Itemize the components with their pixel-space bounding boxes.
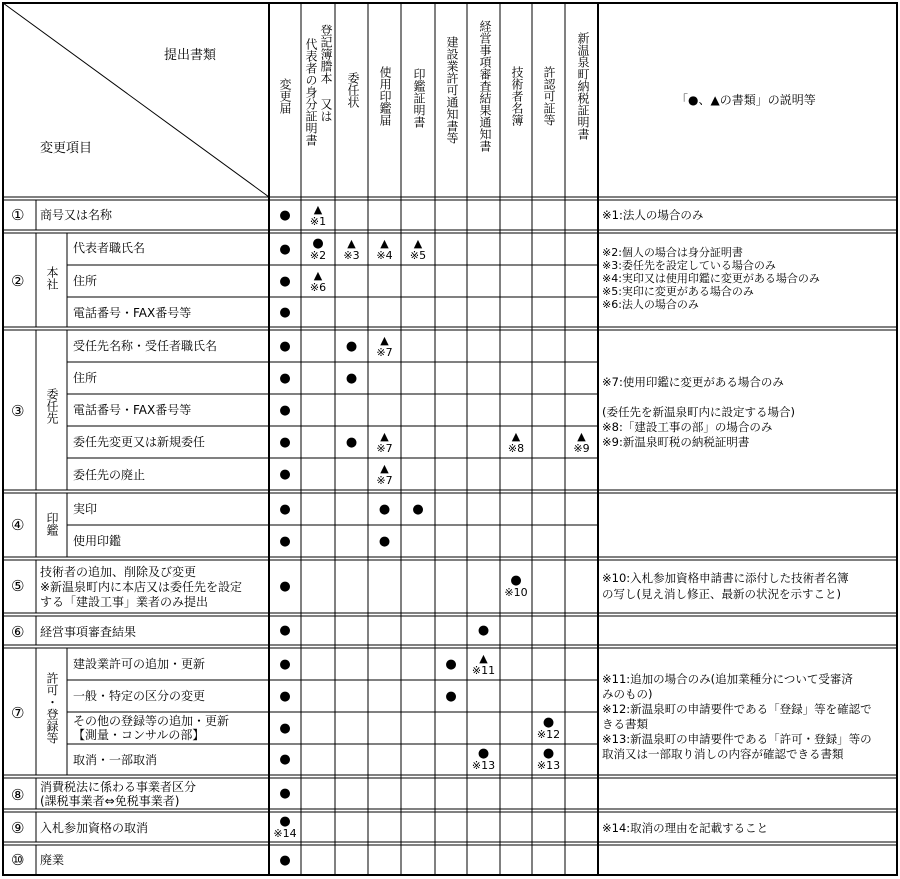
col-header-touki-1: 登記簿謄本 又は <box>319 24 333 122</box>
item-shouhizei-2: (課税事業者⇔免税事業者) <box>40 794 180 808</box>
note-13-line2: 取消又は一部取り消しの内容が確認できる書類 <box>602 747 844 761</box>
mark-circle: ● <box>445 688 457 704</box>
docs-header-label: 提出書類 <box>164 48 217 63</box>
mark-circle: ● ※12 <box>536 714 561 741</box>
group-label-kyoka: 許可・登録等 <box>45 672 59 744</box>
note-11-line2: みのもの) <box>602 687 653 701</box>
mark-circle: ● <box>279 656 291 672</box>
item-gijutsusha-1: 技術者の追加、削除及び変更 <box>40 565 197 579</box>
item-ininsaki-haishi: 委任先の廃止 <box>73 468 146 482</box>
section-no-5: ⑤ <box>11 577 25 595</box>
item-kubun-henkou: 一般・特定の区分の変更 <box>73 689 206 703</box>
mark-circle: ● ※2 <box>309 235 327 262</box>
note-7-sub: (委任先を新温泉町内に設定する場合) <box>602 405 795 419</box>
mark-circle: ● <box>279 402 291 418</box>
section-no-6: ⑥ <box>11 623 25 641</box>
item-kyoka-tsuika: 建設業許可の追加・更新 <box>73 657 206 671</box>
section-no-8: ⑧ <box>11 786 25 804</box>
mark-circle: ● ※13 <box>536 746 561 772</box>
mark-triangle: ▲ ※3 <box>343 236 360 262</box>
mark-circle: ● <box>378 533 391 549</box>
section-no-1: ① <box>11 206 25 224</box>
item-ininsaki-tel: 電話番号・FAX番号等 <box>73 403 192 417</box>
mark-circle: ● <box>279 338 291 354</box>
mark-circle: ● ※14 <box>273 813 297 840</box>
mark-circle: ● <box>279 370 291 386</box>
item-shougou: 商号又は名称 <box>40 208 113 222</box>
section-no-7: ⑦ <box>11 704 25 722</box>
mark-triangle: ▲ ※6 <box>309 268 327 294</box>
col-header-kyoninka: 許認可証等 <box>542 66 556 126</box>
item-keishin: 経営事項審査結果 <box>40 625 137 639</box>
note-12-line2: きる書類 <box>602 717 648 731</box>
item-gijutsusha-3: する「建設工事」業者のみ提出 <box>40 595 209 609</box>
item-haigyou: 廃業 <box>40 853 65 867</box>
mark-circle: ● <box>279 304 291 320</box>
note-10-line1: ※10:入札参加資格申請書に添付した技術者名簿 <box>602 571 849 585</box>
note-8: ※8:「建設工事の部」の場合のみ <box>602 420 773 434</box>
mark-circle: ● ※10 <box>504 573 528 599</box>
item-nyusatsu-torikeshi: 入札参加資格の取消 <box>40 821 149 835</box>
mark-triangle: ▲ ※1 <box>309 202 327 228</box>
item-shiyou-inkan: 使用印鑑 <box>73 534 122 548</box>
item-daihyousha: 代表者職氏名 <box>73 241 146 255</box>
note-6: ※6:法人の場合のみ <box>602 298 699 311</box>
change-items-header-label: 変更項目 <box>40 141 93 156</box>
note-10-line2: の写し(見え消し修正、最新の状況を示すこと) <box>602 587 841 601</box>
mark-circle: ● <box>345 338 358 354</box>
mark-triangle: ▲ ※11 <box>471 651 496 677</box>
mark-circle: ● <box>279 533 291 549</box>
item-honsha-tel: 電話番号・FAX番号等 <box>73 306 192 320</box>
mark-circle: ● <box>279 720 291 736</box>
section-no-10: ⑩ <box>11 851 25 869</box>
mark-triangle: ▲ ※5 <box>409 236 427 262</box>
mark-circle: ● ※13 <box>471 746 496 772</box>
col-header-gijutsusha: 技術者名簿 <box>510 66 524 126</box>
mark-circle: ● <box>279 752 291 767</box>
item-gijutsusha-2: ※新温泉町内に本店又は委任先を設定 <box>40 580 243 594</box>
item-jitsuin: 実印 <box>73 502 98 516</box>
mark-circle: ● <box>279 434 291 450</box>
note-7: ※7:使用印鑑に変更がある場合のみ <box>602 375 784 389</box>
section-no-2: ② <box>11 272 25 290</box>
group-label-inkan: 印鑑 <box>45 512 59 536</box>
col-header-keishin: 経営事項審査結果通知書 <box>478 20 492 152</box>
item-ininsaki-henkou: 委任先変更又は新規委任 <box>73 435 206 449</box>
col-header-ininjou: 委任状 <box>346 72 360 108</box>
document-table <box>2 2 898 876</box>
col-header-henkou: 変更届 <box>278 78 292 114</box>
group-label-ininsaki: 委任先 <box>45 388 59 424</box>
mark-circle: ● <box>279 786 291 801</box>
note-1: ※1:法人の場合のみ <box>602 208 704 222</box>
mark-triangle: ▲ ※7 <box>376 429 393 455</box>
col-header-nouzei: 新温泉町納税証明書 <box>576 32 590 140</box>
mark-circle: ● <box>279 273 291 289</box>
mark-triangle: ▲ ※7 <box>376 333 393 359</box>
item-ininsaki-jusho: 住所 <box>73 371 98 385</box>
note-13-line1: ※13:新温泉町の申請要件である「許可・登録」等の <box>602 732 872 746</box>
mark-triangle: ▲ ※9 <box>573 429 590 455</box>
mark-circle: ● <box>345 370 358 386</box>
note-9: ※9:新温泉町税の納税証明書 <box>602 435 750 449</box>
mark-triangle: ▲ ※4 <box>376 236 393 262</box>
mark-circle: ● <box>345 434 358 450</box>
mark-circle: ● <box>279 241 291 257</box>
mark-circle: ● <box>279 207 291 223</box>
note-5: ※5:実印に変更がある場合のみ <box>602 285 754 298</box>
mark-circle: ● <box>279 466 291 482</box>
section-no-4: ④ <box>11 516 25 534</box>
mark-circle: ● <box>445 656 457 672</box>
group-label-honsha: 本社 <box>45 266 59 290</box>
mark-triangle: ▲ ※8 <box>507 429 525 455</box>
section-no-3: ③ <box>11 402 25 420</box>
col-header-kensetsu-kyoka: 建設業許可通知書等 <box>445 36 459 144</box>
note-11-line1: ※11:追加の場合のみ(追加業種分について受審済 <box>602 672 853 686</box>
explanation-header: 「●、▲の書類」の説明等 <box>676 93 816 107</box>
mark-circle: ● <box>378 501 391 517</box>
note-3: ※3:委任先を設定している場合のみ <box>602 259 776 272</box>
item-torikeshi: 取消・一部取消 <box>73 753 158 767</box>
note-4: ※4:実印又は使用印鑑に変更がある場合のみ <box>602 272 820 285</box>
note-12-line1: ※12:新温泉町の申請要件である「登録」等を確認で <box>602 702 872 716</box>
mark-circle: ● <box>477 623 490 638</box>
col-header-inkan-shoumei: 印鑑証明書 <box>412 68 426 128</box>
col-header-shiyou-inkan: 使用印鑑届 <box>378 66 392 126</box>
item-sonota-2: 【測量・コンサルの部】 <box>73 728 205 742</box>
item-sonota-1: その他の登録等の追加・更新 <box>73 714 230 728</box>
note-14: ※14:取消の理由を記載すること <box>602 821 769 835</box>
mark-circle: ● <box>279 501 291 517</box>
mark-circle: ● <box>279 852 291 868</box>
mark-circle: ● <box>279 579 291 594</box>
item-honsha-jusho: 住所 <box>73 274 98 288</box>
section-no-9: ⑨ <box>11 819 25 837</box>
item-juninsaki-name: 受任先名称・受任者職氏名 <box>73 339 218 353</box>
note-2: ※2:個人の場合は身分証明書 <box>602 246 743 259</box>
mark-triangle: ▲ ※7 <box>376 461 393 487</box>
mark-circle: ● <box>279 688 291 704</box>
mark-circle: ● <box>279 623 291 638</box>
col-header-touki-2: 代表者の身分証明書 <box>304 38 318 146</box>
item-shouhizei-1: 消費税法に係わる事業者区分 <box>40 780 197 794</box>
mark-circle: ● <box>412 501 424 517</box>
